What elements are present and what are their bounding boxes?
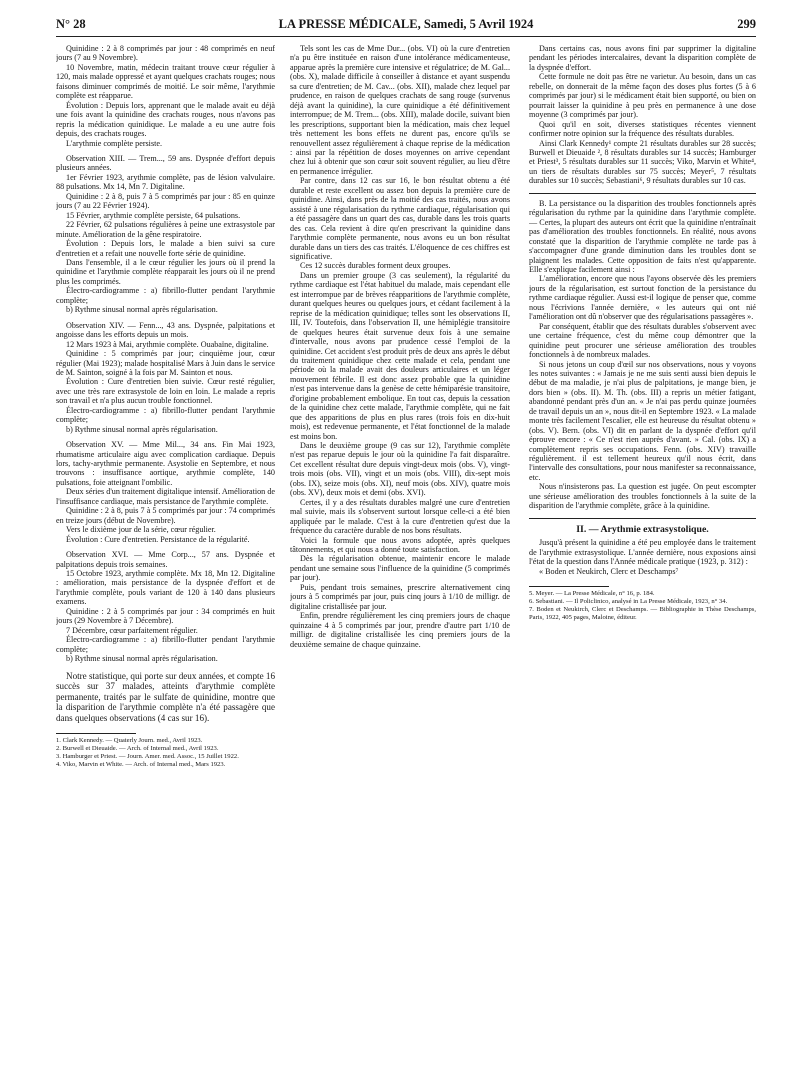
- paragraph: Évolution : Depuis lors, apprenant que le malade avait eu déjà une fois avant la quinidine des crachats rouges, nous n'avons pas repris la médication quinidique. Le malade a eu une autre fois depuis, des crachats rouges.: [56, 100, 275, 139]
- paragraph: Puis, pendant trois semaines, prescrire alternativement cinq jours à 5 comprimés par jour, puis cinq jours à 1/10 de milligr. de digitaline cristallisée par jour.: [290, 582, 510, 611]
- paragraph: Dans un premier groupe (3 cas seulement), la régularité du rythme cardiaque est l'état habituel du malade, mais cependant elle est interrompue par de brèves réapparitions de l'arythmie complète, durant quelques heures ou quelques jours, et cédant facilement à la reprise de la médication quinidique; telles sont les observations II, III, IV. Toutefois, dans l'observation II, une hémiplégie transitoire de quelques heures était survenue deux fois à une semaine d'intervalle, nous avons par prudence cessé l'emploi de la quinidine. Cet accident s'est produit près de deux ans après le début du traitement quinidique chez cette malade et cela, pendant une période où la malade avait des douleurs articulaires et un léger mouvement fébrile. Il est donc assez probable que la quinidine n'est pas intervenue dans la genèse de cette hémiparésie transitoire, d'origine probablement embolique. En tout cas, depuis la cessation de la quinidine chez cette malade, l'arythmie complète, qui ne fait que des apparitions de plus en plus rares (trois fois en dix-huit mois), est redevenue permanente, et l'état fonctionnel de la malade est moins bon.: [290, 270, 510, 441]
- paragraph: 15 Février, arythmie complète persiste, 64 pulsations.: [66, 210, 241, 220]
- paragraph: Nous n'insisterons pas. La question est jugée. On peut escompter une sérieuse amélioration des troubles fonctionnels à la suite de la disparition de l'arythmie complète, grâce à la quinidine.: [529, 482, 756, 511]
- paragraph: b) Rythme sinusal normal après régularisation.: [66, 305, 218, 315]
- paragraph: Quinidine : 2 à 8, puis 7 à 5 comprimés par jour : 85 en quinze jours (7 au 22 Février 1924).: [56, 191, 275, 211]
- paragraph: « Boden et Neukirch, Clerc et Deschamps⁷: [539, 566, 679, 576]
- paragraph: Évolution : Depuis lors, le malade a bien suivi sa cure d'entretien et a refait une nouvelle forte série de quinidine.: [56, 239, 275, 258]
- paragraph: Dans le deuxième groupe (9 cas sur 12), l'arythmie complète n'est pas reparue depuis le jour où la quinidine l'a fait disparaître. Cet excellent résultat dure depuis vingt-deux mois (obs. V), vingt-trois mois (obs. VII), vingt et un mois (obs. VIII), dix-sept mois (obs. IX), seize mois (obs. XI), neuf mois (obs. XIV), quatre mois (obs. XV), deux mois et demi (obs. XVI).: [290, 441, 510, 498]
- paragraph: Si nous jetons un coup d'œil sur nos observations, nous y voyons les notes suivantes : « Jamais je ne me suis senti aussi bien depuis le début de ma maladie, je n'ai plus de palpitations, je mange bien, je dors bien » (obs. II). M. Th. (obs. III) a repris un métier fatigant, abandonné pendant près d'un an. « Je n'ai pas perdu quinze journées de travail depuis un an », nous dit-il en Septembre 1923. « La malade monte très facilement l'escalier, elle est heureuse du résultat obtenu » (obs. V). Bern. (obs. VI) dit en parlant de la dyspnée d'effort qu'il éprouve encore : « Ce n'est rien auprès d'avant. » Cal. (obs. IX) a complètement repris ses occupations. Fenn. (obs. XIV) travaille régulièrement. il est tellement heureux qu'il nous écrit, dans l'intervalle des consultations, pour nous manifester sa reconnaissance, etc.: [529, 359, 756, 482]
- column-left: [56, 44, 275, 1064]
- paragraph: b) Rythme sinusal normal après régularisation.: [66, 424, 218, 434]
- header-rule: [56, 36, 756, 37]
- footnote: 5. Meyer. — La Presse Médicale, n° 16, p. 184.: [529, 590, 655, 598]
- paragraph: Ces 12 succès durables forment deux groupes.: [300, 261, 451, 271]
- paragraph: Par contre, dans 12 cas sur 16, le bon résultat obtenu a été durable et reste excellent ou assez bon depuis la première cure de quinidine. Ainsi, dans près de la moitié des cas traités, nous avons assisté à une régularisation du rythme cardiaque, régularisation qui a été passagère dans un quart des cas, durable dans les trois quarts des cas. Cela revient à dire qu'en prescrivant la quinidine dans l'arythmie complète permanente, nous avons eu un bon résultat durable dans un tiers des cas traités. L'éloquence de ces chiffres est significative.: [290, 176, 510, 261]
- column-right: [529, 44, 756, 1064]
- summary-paragraph: Notre statistique, qui porte sur deux années, et compte 16 succès sur 37 malades, atteints d'arythmie complète permanente, traités par le sulfate de quinidine, montre que la disparition de l'arythmie complète n'a été passagère que dans quelques observations (4 cas sur 16).: [56, 670, 275, 723]
- paragraph: Voici la formule que nous avons adoptée, après quelques tâtonnements, et qui nous a donné toute satisfaction.: [290, 535, 510, 555]
- paragraph: L'arythmie complète persiste.: [66, 138, 162, 148]
- section-divider: [529, 518, 756, 519]
- issue-number: N° 28: [56, 17, 86, 31]
- paragraph: 10 Novembre, matin, médecin traitant trouve cœur régulier à 120, mais malade oppressé et ayant quelques crachats rouges; nous faisons diminuer comprimés de moitié. Le soir même, l'arythmie complète est réapparue.: [56, 62, 275, 101]
- paragraph: Vers le dixième jour de la série, cœur régulier.: [66, 525, 216, 535]
- paragraph: Certes, il y a des résultats durables malgré une cure d'entretien mal suivie, mais ils s'observent surtout lorsque celle-ci a été bien appliquée par le malade. C'est à la cure d'entretien qu'est due la fréquence du caractère durable de nos bons résultats.: [290, 497, 510, 536]
- paragraph: 7 Décembre, cœur parfaitement régulier.: [66, 625, 198, 635]
- paragraph: Jusqu'à présent la quinidine a été peu employée dans le traitement de l'arythmie extrasystolique. L'année dernière, nous exposions ainsi l'état de la question dans l'Année médicale pratique (1923, p. 312) :: [529, 538, 756, 567]
- paragraph: Évolution : Cure d'entretien bien suivie. Cœur resté régulier, avec une très rare extrasystole de loin en loin. Le malade a repris son travail et n'a plus aucun trouble fonctionnel.: [56, 377, 275, 406]
- footnote-rule: [56, 733, 136, 734]
- paragraph: Par conséquent, établir que des résultats durables s'observent avec une certaine fréquence, c'est du même coup démontrer que la quinidine peut procurer une sérieuse amélioration des troubles fonctionnels à de nombreux malades.: [529, 321, 756, 360]
- paragraph: Dès la régularisation obtenue, maintenir encore le malade pendant une semaine sous l'influence de la quinidine (5 comprimés par jour).: [290, 554, 510, 583]
- section-b-paragraph: B. La persistance ou la disparition des troubles fonctionnels après régularisation du rythme par la quinidine dans l'arythmie complète. — Certes, la plupart des auteurs ont écrit que la quinidine n'entraînait pas d'amélioration des troubles fonctionnels. En réalité, nous avons constaté que la disparition de l'arythmie complète ne tarde pas à s'accompagner d'une grande diminution dans les troubles dont se plaignent les malades. Cette opposition de faits n'est qu'apparente. Elle s'explique facilement ainsi :: [529, 198, 756, 274]
- paragraph: 1er Février 1923, arythmie complète, pas de lésion valvulaire. 88 pulsations. Mx 14, Mn 7. Digitaline.: [56, 172, 275, 192]
- paragraph: Cette formule ne doit pas être ne varietur. Au besoin, dans un cas rebelle, on donnerait de la même façon des doses plus fortes (5 à 6 comprimés par jour) si le médicament était bien supporté, ou bien on pourrait laisser la quinidine à peu près en permanence à une dose moyenne (3 comprimés par jour).: [529, 72, 756, 120]
- paragraph: Quinidine : 2 à 5 comprimés par jour : 34 comprimés en huit jours (29 Novembre à 7 Décembre).: [56, 606, 275, 626]
- paragraph: Ainsi Clark Kennedy¹ compte 21 résultats durables sur 28 succès; Burwell et Dieuaide ², 8 résultats durables sur 14 succès; Hamburger et Priest³, 5 résultats durables sur 11 succès; Viko, Marvin et White⁴, un tiers de résultats durables sur 75 succès; Meyer⁵, 7 résultats durables sur 10 succès; Sebastiani⁶, 9 résultats durables sur 10 cas.: [529, 138, 756, 186]
- paragraph: Quinidine : 5 comprimés par jour; cinquième jour, cœur régulier (Mai 1923); malade hospitalisé Mars à Juin dans le service de M. Sainton, soigné à la fois par M. Sainton et nous.: [56, 349, 275, 377]
- column-middle: [290, 44, 510, 1064]
- paragraph: Dans l'ensemble, il a le cœur régulier les jours où il prend la quinidine et l'arythmie complète réapparait les jours où il ne prend plus les comprimés.: [56, 257, 275, 286]
- observation-title: Observation XIII. — Trem..., 59 ans. Dyspnée d'effort depuis plusieurs années.: [56, 153, 275, 173]
- section-heading: II. — Arythmie extrasystolique.: [576, 523, 709, 535]
- paragraph: Évolution : Cure d'entretien. Persistance de la régularité.: [66, 534, 250, 544]
- paragraph: 15 Octobre 1923, arythmie complète. Mx 18, Mn 12. Digitaline : amélioration, mais persistance de la dyspnée d'effort et de l'arythmie complète, pouls variant de 120 à 140 dans plusieurs examens.: [56, 569, 275, 607]
- paragraph: Quinidine : 2 à 8, puis 7 à 5 comprimés par jour : 74 comprimés en treize jours (début de Novembre).: [56, 506, 275, 525]
- footnote: 6. Sebastiani. — Il Policlinico, analysé in La Presse Médicale, 1923, n° 34.: [529, 598, 728, 606]
- page-number: 299: [737, 17, 756, 31]
- paragraph: b) Rythme sinusal normal après régularisation.: [66, 654, 218, 664]
- running-header: [56, 14, 756, 34]
- footnote: 4. Viko, Marvin et White. — Arch. of Internal med., Mars 1923.: [56, 761, 226, 769]
- observation-title: Observation XIV. — Fenn..., 43 ans. Dyspnée, palpitations et angoisse dans les efforts depuis un mois.: [56, 320, 275, 340]
- footnote: 2. Burwell et Dieuaide. — Arch. of Internal med., Avril 1923.: [56, 745, 219, 753]
- paragraph: Deux séries d'un traitement digitalique intensif. Amélioration de l'insuffisance cardiaque, mais persistance de l'arythmie complète.: [56, 487, 275, 506]
- paragraph: Électro-cardiogramme : a) fibrillo-flutter pendant l'arythmie complète;: [56, 635, 275, 654]
- observation-title: Observation XV. — Mme Mil..., 34 ans. Fin Mai 1923, rhumatisme articulaire aigu avec complication cardiaque. Depuis lors, tachy-arythmie permanente. Asystolie en Septembre, et nous trouvons : insuffisance aortique, arythmie complète, 140 pulsations, foie atteignant l'ombilic.: [56, 440, 275, 487]
- section-divider: [529, 193, 756, 194]
- paragraph: Enfin, prendre régulièrement les cinq premiers jours de chaque quinzaine 4 à 5 comprimés par jour, prendre d'autre part 1/10 de milligr. de digitaline cristallisée les cinq premiers jours de la deuxième semaine de chaque quinzaine.: [290, 611, 510, 649]
- paragraph: L'amélioration, encore que nous l'ayons observée dès les premiers jours de la régularisation, est surtout fonction de la persistance du rythme cardiaque régulier. Aussi est-il logique de penser que, comme nous l'écrivions l'année dernière, « les auteurs qui ont nié l'amélioration ont dû n'observer que des régularisations passagères ».: [529, 274, 756, 322]
- footnote: 1. Clark Kennedy. — Quaterly Journ. med., Avril 1923.: [56, 737, 203, 745]
- paragraph: 22 Février, 62 pulsations régulières à peine une extrasystole par minute. Amélioration de la gêne respiratoire.: [56, 220, 275, 239]
- footnote: 3. Hamburger et Priest. — Journ. Amer. med. Assoc., 15 Juillet 1922.: [56, 753, 239, 761]
- footnote: 7. Boden et Neukirch, Clerc et Deschamps. — Bibliographie in Thèse Deschamps, Paris, 1922, 405 pages, Maloine, éditeur.: [529, 606, 756, 622]
- paragraph: Quoi qu'il en soit, diverses statistiques récentes viennent confirmer notre opinion sur la fréquence des résultats durables.: [529, 119, 756, 139]
- paragraph: Quinidine : 2 à 8 comprimés par jour : 48 comprimés en neuf jours (7 au 9 Novembre).: [56, 44, 275, 63]
- journal-title: LA PRESSE MÉDICALE, Samedi, 5 Avril 1924: [278, 17, 534, 31]
- footnote-rule: [529, 586, 609, 587]
- paragraph: Électro-cardiogramme : a) fibrillo-flutter pendant l'arythmie complète;: [56, 286, 275, 305]
- paragraph: Dans certains cas, nous avons fini par supprimer la digitaline pendant les périodes intercalaires, devant la disparition complète de la dyspnée d'effort.: [529, 44, 756, 72]
- paragraph: 12 Mars 1923 à Mai, arythmie complète. Ouabaïne, digitaline.: [66, 339, 269, 349]
- paragraph: Tels sont les cas de Mme Dur... (obs. VI) où la cure d'entretien n'a pu être instituée en raison d'une intolérance médicamenteuse, apparue après la première cure intensive et régulatrice; de M. Gal... (obs. X), malade difficile à conseiller à distance et ayant suspendu sa cure d'entretien; de M. Cav... (obs. XII), malade chez lequel par prudence, en raison de quelques crachats de sang rouge (survenus déjà avant la quinidine), la cure quinidique a été définitivement interrompue; de M. Trem... (obs. XIII), malade docile, suivant bien les prescriptions, supportant bien la médication, mais chez lequel très nettement les bons effets ne durent pas, encore qu'ils se renouvellent assez régulièrement à chaque reprise de la médication : ainsi par la répétition de doses moyennes on arrive cependant chez lui à obtenir que son cœur soit souvent régulier, au lieu d'être en permanence irrégulier.: [290, 44, 510, 176]
- paragraph: Électro-cardiogramme : a) fibrillo-flutter pendant l'arythmie complète;: [56, 405, 275, 425]
- observation-title: Observation XVI. — Mme Corp..., 57 ans. Dyspnée et palpitations depuis trois semaines.: [56, 550, 275, 569]
